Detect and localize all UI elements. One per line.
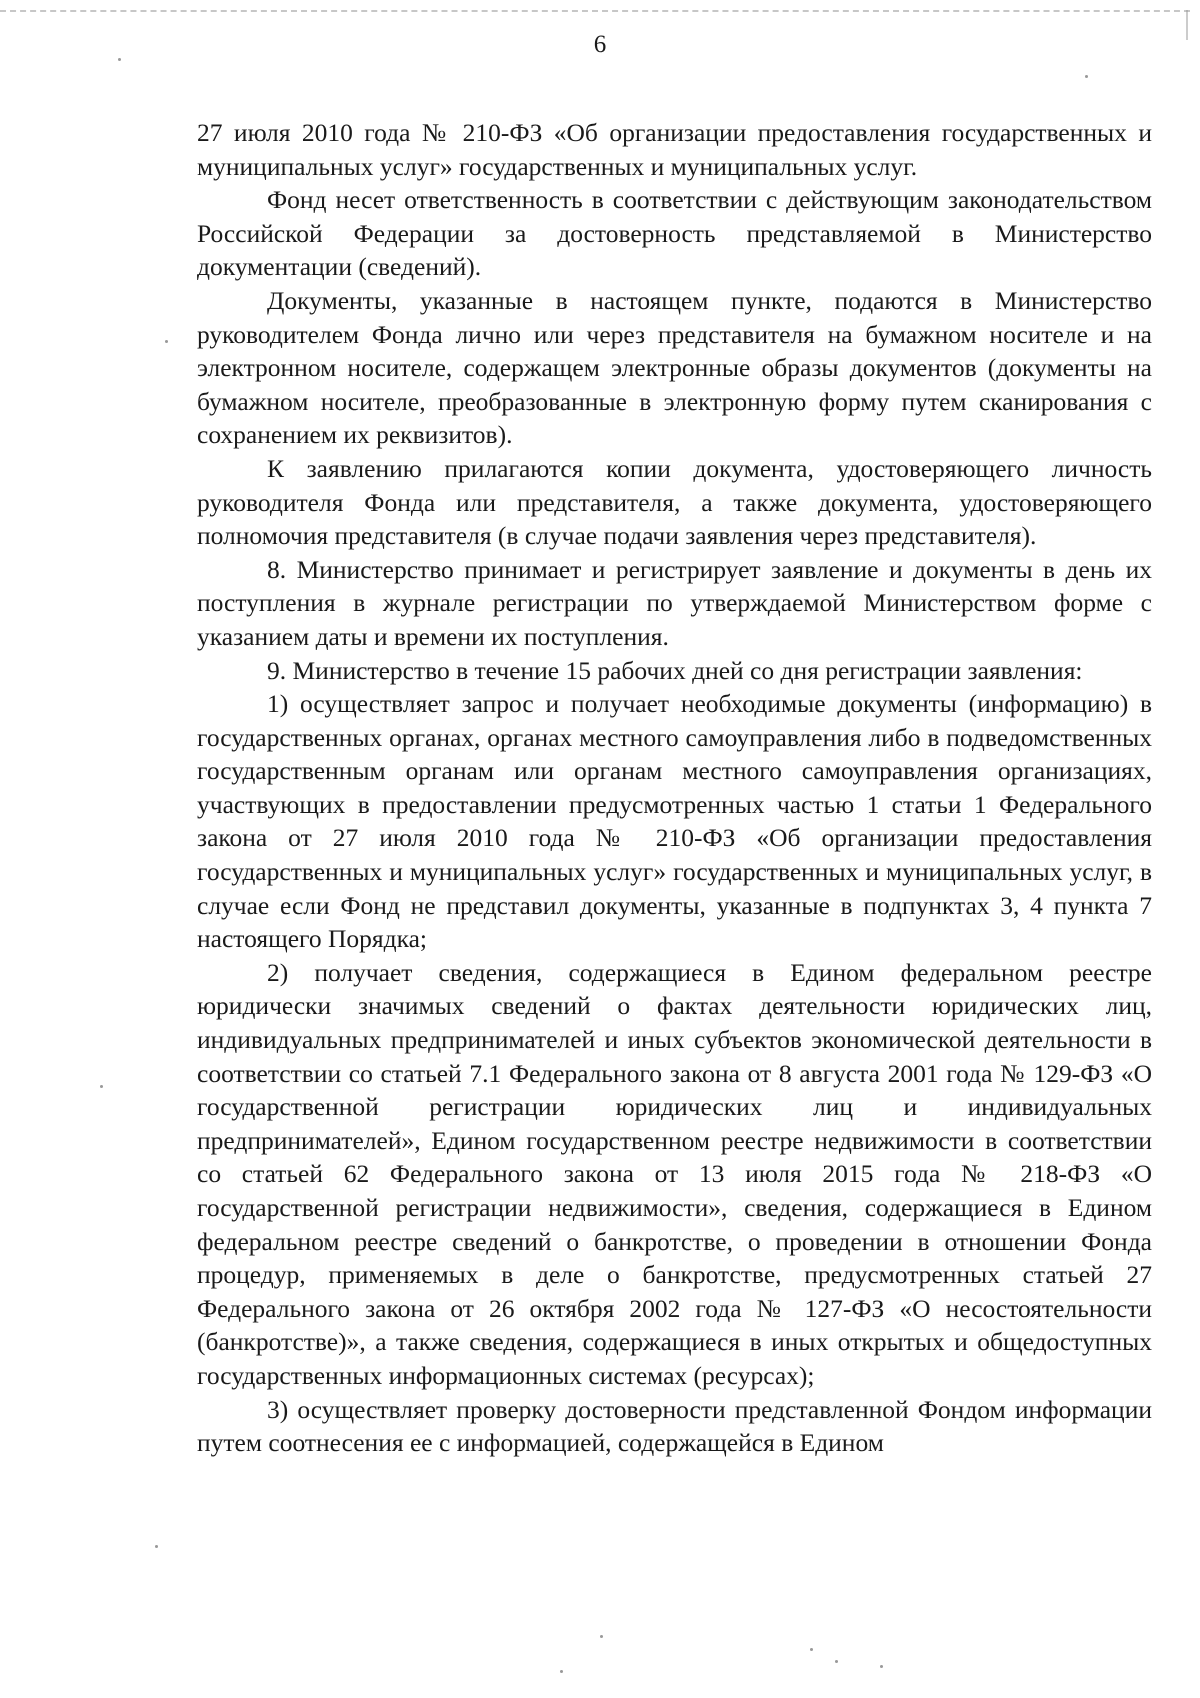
paragraph-item-8: 8. Министерство принимает и регистрирует заявление и документы в день их поступления в журнале регистрации по утверждаемой Министерством форме с указанием даты и времени их поступления. xyxy=(197,554,1152,651)
scan-speck xyxy=(165,340,168,343)
scan-speck xyxy=(1085,75,1088,78)
paragraph-documents-submission: Документы, указанные в настоящем пункте, подаются в Министерство руководителем Фонда лично или через представителя на бумажном носителе и на электронном носителе, содержащем электронные образы документов (документы на бумажном носителе, преобразованные в электронную форму путем сканирования с сохранением их реквизитов). xyxy=(197,285,1152,450)
paragraph-subitem-3: 3) осуществляет проверку достоверности представленной Фондом информации путем соотнесения ее с информацией, содержащейся в Едином xyxy=(197,1394,1152,1458)
paragraph-subitem-1: 1) осуществляет запрос и получает необходимые документы (информацию) в государственных органах, органах местного самоуправления либо в подведомственных государственным органам или органам местного самоуправления организациях, участвующих в предоставлении предусмотренных частью 1 статьи 1 Федерального закона от 27 июля 2010 года № 210-ФЗ «Об организации предоставления государственных и муниципальных услуг» государственных и муниципальных услуг, в случае если Фонд не представил документы, указанные в подпунктах 3, 4 пункта 7 настоящего Порядка; xyxy=(197,689,1152,954)
scan-speck xyxy=(600,1635,603,1638)
scan-speck xyxy=(155,1545,158,1548)
paragraph-continuation: 27 июля 2010 года № 210-ФЗ «Об организации предоставления государственных и муниципальных услуг» государственных и муниципальных услуг. xyxy=(197,118,1152,181)
scan-speck xyxy=(880,1665,883,1668)
scan-top-edge xyxy=(0,10,1190,12)
scan-speck xyxy=(835,1660,838,1663)
paragraph-attachments: К заявлению прилагаются копии документа, удостоверяющего личность руководителя Фонда или представителя, а также документа, удостоверяющего полномочия представителя (в случае подачи заявления через представителя). xyxy=(197,453,1152,551)
page-number: 6 xyxy=(593,31,607,58)
paragraph-subitem-2: 2) получает сведения, содержащиеся в Едином федеральном реестре юридически значимых сведений о фактах деятельности юридических лиц, индивидуальных предпринимателей и иных субъектов экономической деятельности в соответствии со статьей 7.1 Федерального закона от 8 августа 2001 года № 129-ФЗ «О государственной регистрации юридических лиц и индивидуальных предпринимателей», Едином государственном реестре недвижимости в соответствии со статьей 62 Федерального закона от 13 июля 2015 года № 218-ФЗ «О государственной регистрации недвижимости», сведения, содержащиеся в Едином федеральном реестре сведений о банкротстве, о проведении в отношении Фонда процедур, применяемых в деле о банкротстве, предусмотренных статьей 27 Федерального закона от 26 октября 2002 года № 127-ФЗ «О несостоятельности (банкротстве)», а также сведения, содержащиеся в иных открытых и общедоступных государственных информационных системах (ресурсах); xyxy=(197,957,1152,1390)
scan-speck xyxy=(560,1670,563,1673)
scan-speck xyxy=(100,1085,103,1088)
paragraph-fund-responsibility: Фонд несет ответственность в соответствии с действующим законодательством Российской Федерации за достоверность представляемой в Министерство документации (сведений). xyxy=(197,185,1152,282)
paragraph-item-9: 9. Министерство в течение 15 рабочих дней со дня регистрации заявления: xyxy=(267,655,1083,685)
scan-speck xyxy=(118,58,121,61)
document-body xyxy=(197,116,1152,1460)
scan-speck xyxy=(810,1648,813,1651)
